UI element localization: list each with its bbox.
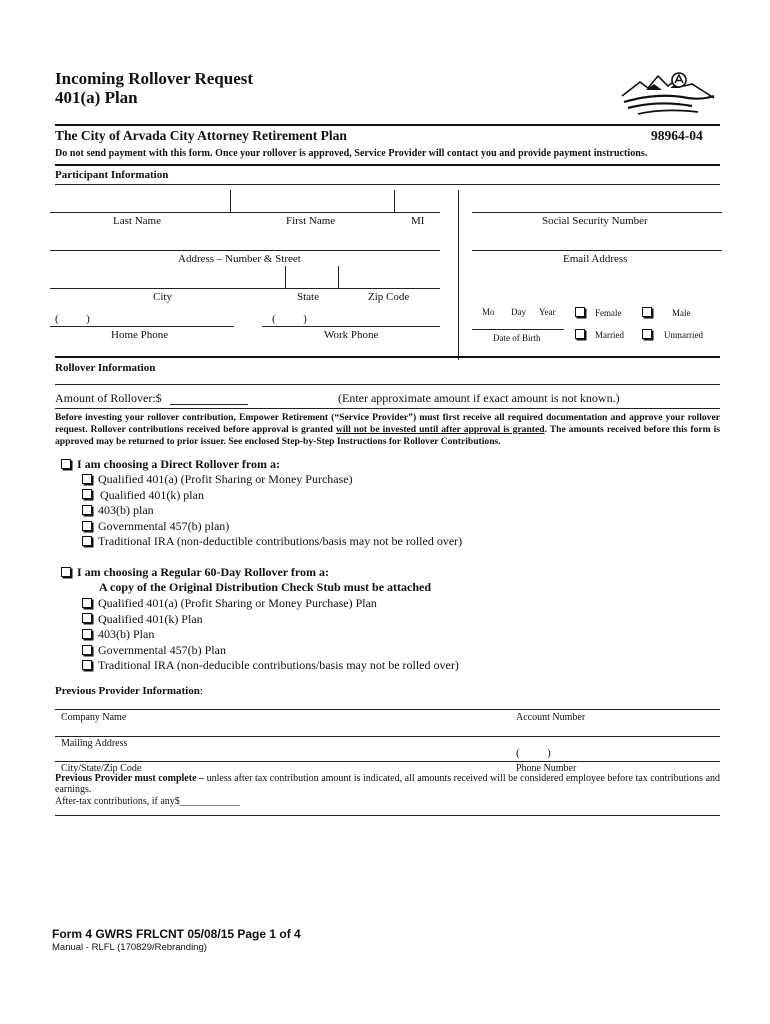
work-phone-label: Work Phone <box>324 329 379 341</box>
rollover-heading: Rollover Information <box>55 362 156 374</box>
regular-item[interactable] <box>82 643 459 659</box>
married-label: Married <box>595 330 624 340</box>
direct-heading: I am choosing a Direct Rollover from a: <box>77 457 280 471</box>
direct-item[interactable] <box>82 488 462 504</box>
female-label: Female <box>595 308 622 318</box>
male-option[interactable] <box>642 308 691 318</box>
male-label: Male <box>672 308 691 318</box>
company-label: Company Name <box>61 712 127 723</box>
mo-label: Mo <box>482 307 495 317</box>
city-line <box>50 288 440 289</box>
address-label: Address – Number & Street <box>178 253 301 265</box>
must-complete-bold: Previous Provider must complete – <box>55 773 205 784</box>
checkbox-icon <box>82 474 92 484</box>
regular-item[interactable] <box>82 596 459 612</box>
checkbox-icon <box>575 307 585 317</box>
ssn-line <box>472 212 722 213</box>
city-divider-1 <box>285 266 286 288</box>
regular-item[interactable] <box>82 658 459 674</box>
checkbox-icon <box>82 660 92 670</box>
paragraph-part-1: Before investing your rollover contribution, Empower Retirement (“Service Provider”) must first receive all required documentation and approve your rollover request. Rollover contributions received before approval is granted <box>55 412 720 435</box>
form-footer: Form 4 GWRS FRLCNT 05/08/15 Page 1 of 4 <box>52 927 301 941</box>
participant-heading: Participant Information <box>55 169 169 181</box>
mailing-line <box>55 736 720 737</box>
manual-footer: Manual - RLFL (170829/Rebranding) <box>52 942 207 953</box>
previous-heading <box>55 685 203 697</box>
checkbox-icon <box>642 307 652 317</box>
ssn-label: Social Security Number <box>542 215 648 227</box>
checkbox-icon <box>575 329 585 339</box>
notice-rule <box>55 164 720 166</box>
work-phone-line <box>262 326 440 327</box>
checkbox-icon <box>82 521 92 531</box>
header-rule <box>55 124 720 126</box>
dob-line <box>472 329 564 330</box>
rollover-top-rule <box>55 356 720 358</box>
checkbox-icon <box>82 613 92 623</box>
mailing-label: Mailing Address <box>61 738 128 749</box>
account-label: Account Number <box>516 712 586 723</box>
direct-item[interactable] <box>82 503 462 519</box>
paragraph-underlined: will not be invested until after approval is granted <box>335 424 545 435</box>
checkbox-icon <box>61 567 71 577</box>
plan-name: The City of Arvada City Attorney Retirement Plan <box>55 128 347 143</box>
checkbox-icon <box>82 505 92 515</box>
name-divider-2 <box>394 190 395 212</box>
direct-item-label: Qualified 401(k) plan <box>100 487 204 502</box>
home-phone-paren: ( ) <box>55 313 90 325</box>
regular-item-label: Governmental 457(b) Plan <box>98 642 226 657</box>
checkbox-icon <box>82 489 92 499</box>
previous-heading-text: Previous Provider Information <box>55 685 200 697</box>
home-phone-line <box>50 326 234 327</box>
regular-list <box>82 596 459 674</box>
regular-rollover-option[interactable] <box>61 565 329 580</box>
dob-label: Date of Birth <box>493 333 541 343</box>
phone-label: Phone Number <box>516 763 577 774</box>
checkbox-icon <box>82 598 92 608</box>
amount-input-line[interactable] <box>170 404 248 405</box>
regular-item-label: 403(b) Plan <box>98 627 155 642</box>
work-phone-paren: ( ) <box>272 313 307 325</box>
first-name-label: First Name <box>286 215 336 227</box>
day-label: Day <box>511 307 526 317</box>
city-state-label: City/State/Zip Code <box>61 763 142 774</box>
direct-item-label: Governmental 457(b) plan) <box>98 518 230 533</box>
must-complete-text <box>55 773 720 795</box>
regular-item-label: Traditional IRA (non-deducible contributions/basis may not be rolled over) <box>98 658 459 673</box>
regular-item[interactable] <box>82 627 459 643</box>
name-line <box>50 212 440 213</box>
notice-text: Do not send payment with this form. Once your rollover is approved, Service Provider will contact you and provide payment instructions. <box>55 148 648 159</box>
plan-number: 98964-04 <box>651 128 703 143</box>
regular-item-label: Qualified 401(k) Plan <box>98 611 203 626</box>
participant-rule <box>55 184 720 185</box>
married-option[interactable] <box>575 330 624 340</box>
previous-heading-colon: : <box>199 685 203 697</box>
city-state-line <box>55 761 720 762</box>
regular-sub: A copy of the Original Distribution Check Stub must be attached <box>99 580 432 594</box>
last-name-label: Last Name <box>113 215 161 227</box>
home-phone-label: Home Phone <box>111 329 169 341</box>
mi-label: MI <box>411 215 425 227</box>
direct-item-label: Qualified 401(a) (Profit Sharing or Money Purchase) <box>98 472 353 486</box>
state-label: State <box>297 291 319 303</box>
direct-item-label: 403(b) plan <box>98 503 154 518</box>
direct-item[interactable] <box>82 472 462 488</box>
phone-paren: ( ) <box>516 747 551 759</box>
year-label: Year <box>539 307 556 317</box>
name-divider-1 <box>230 190 231 212</box>
previous-bottom-rule <box>55 815 720 816</box>
rollover-rule <box>55 384 720 385</box>
amount-rule <box>55 408 720 409</box>
checkbox-icon <box>642 329 652 339</box>
direct-rollover-option[interactable] <box>61 457 280 472</box>
checkbox-icon <box>82 645 92 655</box>
checkbox-icon <box>61 459 71 469</box>
zip-label: Zip Code <box>368 291 410 303</box>
mountain-logo-icon <box>618 68 718 124</box>
direct-item[interactable] <box>82 519 462 535</box>
paragraph-part-3: . The amounts received before this form is approved may be returned to prior issuer. See enclosed Step-by-Step Instructions for Rollover Contributions. <box>55 424 721 447</box>
company-line <box>55 709 720 710</box>
city-divider-2 <box>338 266 339 288</box>
section-divider <box>458 190 459 360</box>
regular-item[interactable] <box>82 612 459 628</box>
female-option[interactable] <box>575 308 622 318</box>
email-label: Email Address <box>563 253 628 265</box>
email-line <box>472 250 722 251</box>
must-complete-rest: unless after tax contribution amount is indicated, all amounts received will be considered employee before tax contributions and earnings. <box>55 773 721 795</box>
form-subtitle: 401(a) Plan <box>55 88 138 107</box>
checkbox-icon <box>82 629 92 639</box>
amount-label: Amount of Rollover:$ <box>55 391 162 405</box>
form-title: Incoming Rollover Request <box>55 69 254 88</box>
unmarried-option[interactable] <box>642 330 703 340</box>
after-tax-label: After-tax contributions, if any$____________ <box>55 796 240 807</box>
checkbox-icon <box>82 536 92 546</box>
direct-item-label: Traditional IRA (non-deductible contributions/basis may not be rolled over) <box>98 534 463 549</box>
address-line <box>50 250 440 251</box>
regular-item-label: Qualified 401(a) (Profit Sharing or Money Purchase) Plan <box>98 596 377 610</box>
unmarried-label: Unmarried <box>664 330 703 340</box>
city-label: City <box>153 291 172 303</box>
direct-list <box>82 472 462 550</box>
regular-heading: I am choosing a Regular 60-Day Rollover from a: <box>77 565 329 579</box>
amount-note: (Enter approximate amount if exact amount is not known.) <box>338 391 620 405</box>
direct-item[interactable] <box>82 534 462 550</box>
rollover-paragraph <box>55 412 720 448</box>
